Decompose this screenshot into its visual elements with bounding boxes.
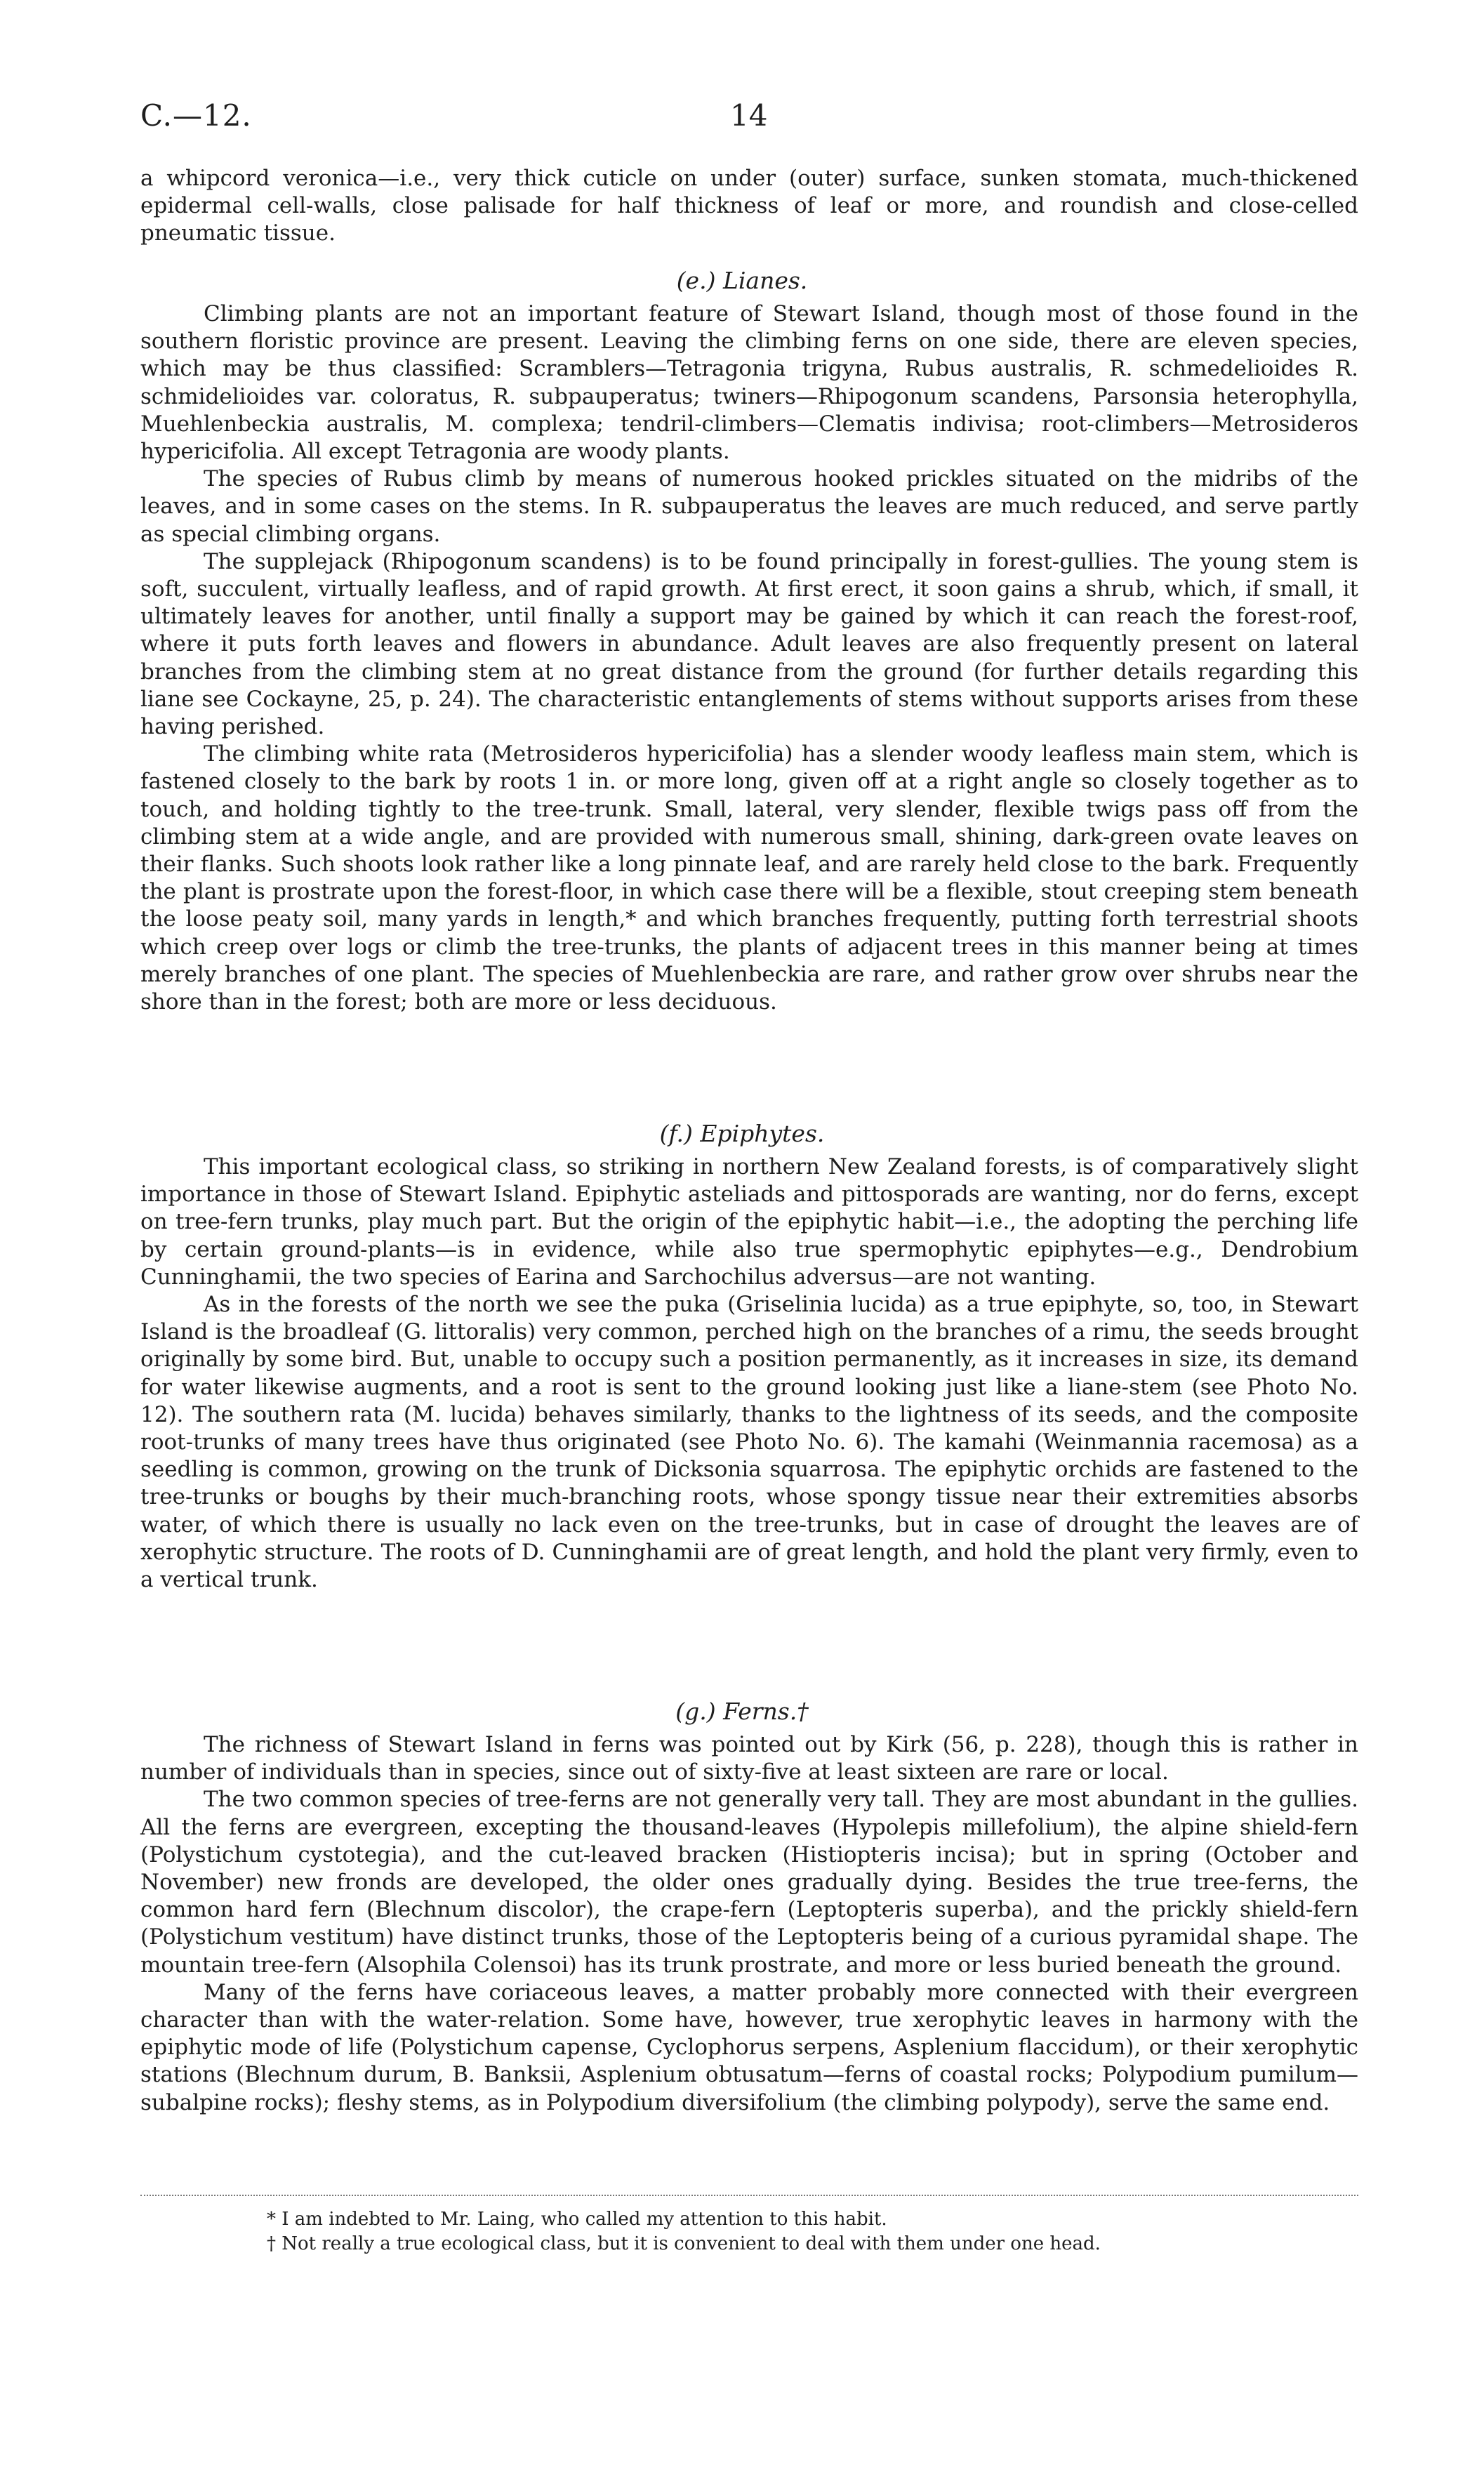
paragraph: The supplejack (Rhipogonum scandens) is to be found principally in forest-gullies. The young stem is soft, succulent, virtually leafless, and of rapid growth. At first erect, it soon gains a shrub, which, if small, it ultimately leaves for another, until finally a support may be gained by which it can reach the forest-roof, where it puts forth leaves and flowers in abundance. Adult leaves are also frequently present on lateral branches from the climbing stem at no great distance from the ground (for further details regarding this liane see Cockayne, 25, p. 24). The characteristic entanglements of stems without supports arises from these having perished. <box>140 548 1358 740</box>
footnote-dagger: † Not really a true ecological class, but it is convenient to deal with them under one head. <box>267 2233 1101 2254</box>
paragraph: As in the forests of the north we see the puka (Griselinia lucida) as a true epiphyte, so, too, in Stewart Island is the broadleaf (G. littoralis) very common, perched high on the branches of a rimu, the seeds brought originally by some bird. But, unable to occupy such a position permanently, as it increases in size, its demand for water likewise augments, and a root is sent to the ground looking just like a liane-stem (see Photo No. 12). The southern rata (M. lucida) behaves similarly, thanks to the lightness of its seeds, and the composite root-trunks of many trees have thus originated (see Photo No. 6). The kamahi (Weinmannia racemosa) as a seedling is common, growing on the trunk of Dicksonia squarrosa. The epiphytic orchids are fastened to the tree-trunks or boughs by their much-branching roots, whose spongy tissue near their extremities absorbs water, of which there is usually no lack even on the tree-trunks, but in case of drought the leaves are of xerophytic structure. The roots of D. Cunninghamii are of great length, and hold the plant very firmly, even to a vertical trunk. <box>140 1292 1358 1593</box>
paragraph: The richness of Stewart Island in ferns was pointed out by Kirk (56, p. 228), though this is rather in number of individuals than in species, since out of sixty-five at least sixteen are rare or local. <box>140 1732 1358 1785</box>
section-heading-lianes: (e.) Lianes. <box>676 267 808 294</box>
footnote-asterisk: * I am indebted to Mr. Laing, who called my attention to this habit. <box>267 2209 887 2230</box>
section-heading-ferns: (g.) Ferns.† <box>675 1698 809 1725</box>
paragraph: Many of the ferns have coriaceous leaves, a matter probably more connected with their evergreen character than with the water-relation. Some have, however, true xerophytic leaves in harmony with the epiphytic mode of life (Polystichum capense, Cyclophorus serpens, Asplenium flaccidum), or their xerophytic stations (Blechnum durum, B. Banksii, Asplenium obtusatum—ferns of coastal rocks; Polypodium pumilum—subalpine rocks); fleshy stems, as in Polypodium diversifolium (the climbing polypody), serve the same end. <box>140 1979 1358 2115</box>
footnotes <box>267 2207 1390 2256</box>
body-block-2 <box>140 300 1358 1016</box>
footnote-divider <box>140 2195 1358 2196</box>
paragraph: a whipcord veronica—i.e., very thick cuticle on under (outer) surface, sunken stomata, much-thickened epidermal cell-walls, close palisade for half thickness of leaf or more, and roundish and close-celled pneumatic tissue. <box>140 166 1358 246</box>
paragraph: The two common species of tree-ferns are not generally very tall. They are most abundant in the gullies. All the ferns are evergreen, excepting the thousand-leaves (Hypolepis millefolium), the alpine shield-fern (Polystichum cystotegia), and the cut-leaved bracken (Histiopteris incisa); but in spring (October and November) new fronds are developed, the older ones gradually dying. Besides the true tree-ferns, the common hard fern (Blechnum discolor), the crape-fern (Leptopteris superba), and the prickly shield-fern (Polystichum vestitum) have distinct trunks, those of the Leptopteris being of a curious pyramidal shape. The mountain tree-fern (Alsophila Colensoi) has its trunk prostrate, and more or less buried beneath the ground. <box>140 1787 1358 1978</box>
body-block-1 <box>140 165 1358 248</box>
page-number: 14 <box>730 98 768 133</box>
paragraph: Climbing plants are not an important feature of Stewart Island, though most of those found in the southern floristic province are present. Leaving the climbing ferns on one side, there are eleven species, which may be thus classified: Scramblers—Tetragonia trigyna, Rubus australis, R. schmedelioides R. schmidelioides var. coloratus, R. subpauperatus; twiners—Rhipogonum scandens, Parsonsia heterophylla, Muehlenbeckia australis, M. complexa; tendril-climbers—Clematis indivisa; root-climbers—Metrosideros hypericifolia. All except Tetragonia are woody plants. <box>140 301 1358 465</box>
paragraph: The climbing white rata (Metrosideros hypericifolia) has a slender woody leafless main stem, which is fastened closely to the bark by roots 1 in. or more long, given off at a right angle so closely together as to touch, and holding tightly to the tree-trunk. Small, lateral, very slender, flexible twigs pass off from the climbing stem at a wide angle, and are provided with numerous small, shining, dark-green ovate leaves on their flanks. Such shoots look rather like a long pinnate leaf, and are rarely held close to the bark. Frequently the plant is prostrate upon the forest-floor, in which case there will be a flexible, stout creeping stem beneath the loose peaty soil, many yards in length,* and which branches frequently, putting forth terrestrial shoots which creep over logs or climb the tree-trunks, the plants of adjacent trees in this manner being at times merely branches of one plant. The species of Muehlenbeckia are rare, and rather grow over shrubs near the shore than in the forest; both are more or less deciduous. <box>140 741 1358 1015</box>
body-block-4 <box>140 1731 1358 2117</box>
document-reference: C.—12. <box>140 98 252 133</box>
paragraph: The species of Rubus climb by means of numerous hooked prickles situated on the midribs of the leaves, and in some cases on the stems. In R. subpauperatus the leaves are much reduced, and serve partly as special climbing organs. <box>140 466 1358 547</box>
section-heading-epiphytes: (f.) Epiphytes. <box>659 1120 825 1147</box>
body-block-3 <box>140 1153 1358 1594</box>
paragraph: This important ecological class, so striking in northern New Zealand forests, is of comparatively slight importance in those of Stewart Island. Epiphytic asteliads and pittosporads are wanting, nor do ferns, except on tree-fern trunks, play much part. But the origin of the epiphytic habit—i.e., the adopting the perching life by certain ground-plants—is in evidence, while also true spermophytic epiphytes—e.g., Dendrobium Cunninghamii, the two species of Earina and Sarchochilus adversus—are not wanting. <box>140 1154 1358 1290</box>
